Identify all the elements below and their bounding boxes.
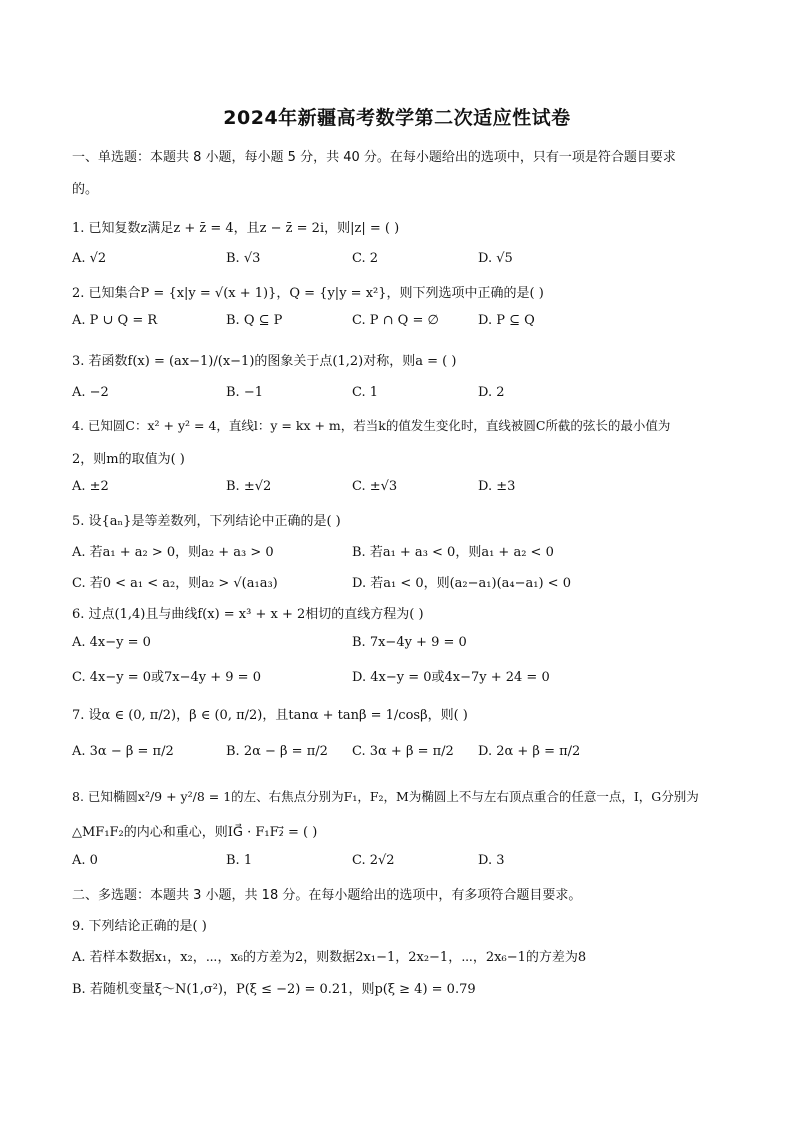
q9-stem: 9. 下列结论正确的是( ) <box>72 919 207 934</box>
q4-stem-line1: 4. 已知圆C：x² + y² = 4，直线l：y = kx + m，若当k的值发生变化时，直线被圆C所截的弦长的最小值为 <box>72 418 671 433</box>
q7-option-b: B. 2α − β = π/2 <box>226 744 328 759</box>
q7-stem: 7. 设α ∈ (0, π/2)，β ∈ (0, π/2)，且tanα + tanβ = 1/cosβ，则( ) <box>72 708 468 723</box>
q9-option-b: B. 若随机变量ξ～N(1,σ²)，P(ξ ≤ −2) = 0.21，则p(ξ ≥ 4) = 0.79 <box>72 982 476 997</box>
q1-option-c: C. 2 <box>352 251 379 266</box>
q1-option-a: A. √2 <box>72 251 107 266</box>
q4-stem-line2: 2，则m的取值为( ) <box>72 452 185 467</box>
q5-option-d: D. 若a₁ < 0，则(a₂−a₁)(a₄−a₁) < 0 <box>352 576 571 591</box>
page-title: 2024年新疆高考数学第二次适应性试卷 <box>223 107 571 129</box>
q5-option-a: A. 若a₁ + a₂ > 0，则a₂ + a₃ > 0 <box>72 545 274 560</box>
section1-heading-line1: 一、单选题：本题共 8 小题，每小题 5 分，共 40 分。在每小题给出的选项中，只有一项是符合题目要求 <box>72 150 676 165</box>
q5-option-c: C. 若0 < a₁ < a₂，则a₂ > √(a₁a₃) <box>72 576 278 591</box>
q3-stem: 3. 若函数f(x) = (ax−1)/(x−1)的图象关于点(1,2)对称，则a = ( ) <box>72 354 457 369</box>
q8-option-d: D. 3 <box>478 853 505 868</box>
q4-option-d: D. ±3 <box>478 479 516 494</box>
q8-stem-line1: 8. 已知椭圆x²/9 + y²/8 = 1的左、右焦点分别为F₁，F₂，M为椭圆上不与左右顶点重合的任意一点，I，G分别为 <box>72 789 699 804</box>
q3-option-b: B. −1 <box>226 385 263 400</box>
q4-option-b: B. ±√2 <box>226 479 272 494</box>
q2-option-a: A. P ∪ Q = R <box>72 313 158 328</box>
q7-option-a: A. 3α − β = π/2 <box>72 744 174 759</box>
q2-option-d: D. P ⊆ Q <box>478 313 535 328</box>
q5-stem: 5. 设{aₙ}是等差数列，下列结论中正确的是( ) <box>72 514 341 529</box>
q3-option-a: A. −2 <box>72 385 109 400</box>
section2-heading: 二、多选题：本题共 3 小题，共 18 分。在每小题给出的选项中，有多项符合题目要求。 <box>72 888 582 903</box>
q4-option-a: A. ±2 <box>72 479 109 494</box>
q1-option-d: D. √5 <box>478 251 513 266</box>
q8-option-b: B. 1 <box>226 853 253 868</box>
q6-option-d: D. 4x−y = 0或4x−7y + 24 = 0 <box>352 670 550 685</box>
q6-option-a: A. 4x−y = 0 <box>72 635 151 650</box>
q5-option-b: B. 若a₁ + a₃ < 0，则a₁ + a₂ < 0 <box>352 545 554 560</box>
q8-stem-line2: △MF₁F₂的内心和重心，则IG⃗ · F₁F₂⃗ = ( ) <box>72 825 318 840</box>
q9-option-a: A. 若样本数据x₁，x₂，⋯，x₆的方差为2，则数据2x₁−1，2x₂−1，⋯，2x₆−1的方差为8 <box>72 950 587 965</box>
q2-option-b: B. Q ⊆ P <box>226 313 283 328</box>
q4-option-c: C. ±√3 <box>352 479 398 494</box>
section1-heading-line2: 的。 <box>72 182 99 197</box>
q6-option-b: B. 7x−4y + 9 = 0 <box>352 635 467 650</box>
q6-option-c: C. 4x−y = 0或7x−4y + 9 = 0 <box>72 670 261 685</box>
q2-stem: 2. 已知集合P = {x|y = √(x + 1)}，Q = {y|y = x²}，则下列选项中正确的是( ) <box>72 286 544 301</box>
q7-option-d: D. 2α + β = π/2 <box>478 744 581 759</box>
q1-option-b: B. √3 <box>226 251 261 266</box>
q3-option-c: C. 1 <box>352 385 379 400</box>
q6-stem: 6. 过点(1,4)且与曲线f(x) = x³ + x + 2相切的直线方程为( ) <box>72 607 424 622</box>
q7-option-c: C. 3α + β = π/2 <box>352 744 454 759</box>
q8-option-a: A. 0 <box>72 853 98 868</box>
q1-stem: 1. 已知复数z满足z + z̄ = 4，且z − z̄ = 2i，则|z| = ( ) <box>72 221 400 236</box>
q8-option-c: C. 2√2 <box>352 853 395 868</box>
q2-option-c: C. P ∩ Q = ∅ <box>352 313 439 328</box>
q3-option-d: D. 2 <box>478 385 505 400</box>
